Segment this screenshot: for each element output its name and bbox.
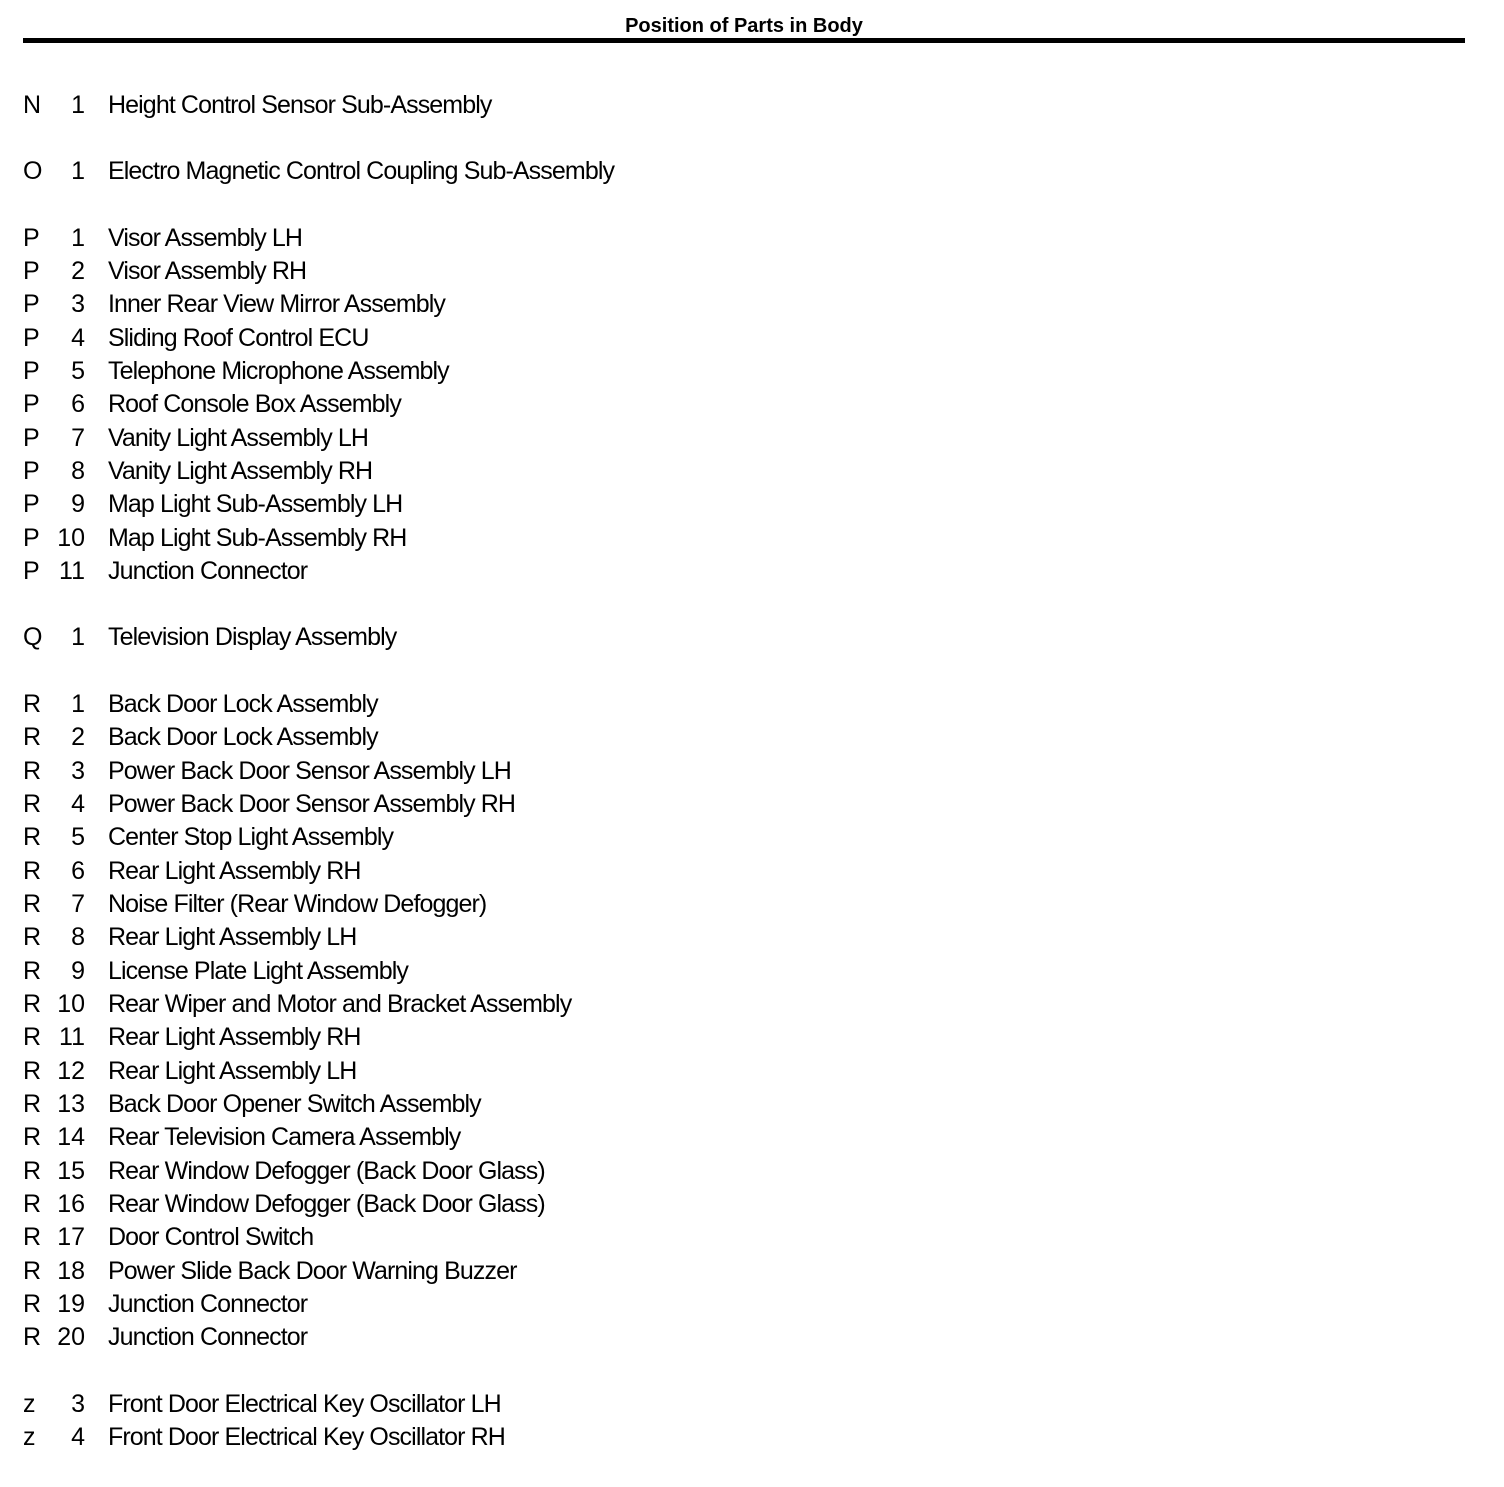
part-location-letter: R (23, 1123, 42, 1152)
part-number: 3 (71, 290, 85, 319)
part-number: 16 (57, 1189, 85, 1218)
part-location-letter: R (23, 923, 42, 952)
part-row (0, 1255, 1480, 1288)
part-name: Sliding Roof Control ECU (108, 323, 369, 352)
part-name: Junction Connector (108, 1323, 308, 1352)
part-location-letter: R (23, 789, 42, 818)
part-row (0, 1055, 1480, 1088)
part-location-letter: R (23, 989, 42, 1018)
part-number: 5 (71, 357, 85, 386)
part-row (0, 955, 1480, 988)
part-row (0, 455, 1480, 488)
part-row (0, 1155, 1480, 1188)
part-location-letter: R (23, 689, 42, 718)
part-number: 19 (57, 1290, 85, 1318)
part-number: 1 (71, 91, 85, 119)
part-row (0, 788, 1480, 821)
part-location-letter: P (23, 390, 40, 419)
part-location-letter: P (23, 557, 40, 586)
part-number: 1 (71, 623, 85, 652)
part-row (0, 322, 1480, 355)
part-location-letter: z (23, 1389, 36, 1418)
part-row (0, 355, 1480, 388)
part-name: Front Door Electrical Key Oscillator LH (108, 1389, 501, 1418)
part-location-letter: R (23, 956, 42, 985)
part-row (0, 688, 1480, 721)
part-name: Rear Light Assembly RH (108, 856, 361, 885)
parts-group (0, 89, 1480, 122)
part-row (0, 488, 1480, 521)
part-row (0, 1321, 1480, 1354)
part-number: 2 (71, 723, 85, 752)
part-name: Map Light Sub-Assembly LH (108, 490, 403, 519)
part-name: Map Light Sub-Assembly RH (108, 523, 407, 552)
part-location-letter: P (23, 490, 40, 519)
part-location-letter: P (23, 357, 40, 386)
part-name: Rear Wiper and Motor and Bracket Assembly (108, 989, 572, 1018)
part-row (0, 1421, 1480, 1454)
part-name: Telephone Microphone Assembly (108, 357, 449, 386)
part-location-letter: R (23, 1056, 42, 1085)
part-name: Junction Connector (108, 1290, 308, 1318)
part-row (0, 422, 1480, 455)
title-divider (23, 38, 1465, 43)
part-row (0, 1221, 1480, 1254)
part-location-letter: z (23, 1423, 36, 1452)
part-row (0, 555, 1480, 588)
part-location-letter: R (23, 823, 42, 852)
part-location-letter: R (23, 1290, 42, 1318)
part-location-letter: O (23, 157, 43, 186)
part-number: 4 (71, 789, 85, 818)
part-name: Noise Filter (Rear Window Defogger) (108, 889, 487, 918)
part-number: 13 (57, 1089, 85, 1118)
part-row (0, 921, 1480, 954)
part-row (0, 1088, 1480, 1121)
part-number: 15 (57, 1156, 85, 1185)
part-location-letter: R (23, 889, 42, 918)
part-number: 8 (71, 457, 85, 486)
part-number: 3 (71, 756, 85, 785)
part-name: License Plate Light Assembly (108, 956, 408, 985)
part-row (0, 155, 1480, 188)
part-number: 12 (57, 1056, 85, 1085)
part-location-letter: P (23, 290, 40, 319)
part-name: Visor Assembly LH (108, 223, 303, 252)
part-number: 9 (71, 490, 85, 519)
part-location-letter: R (23, 1323, 42, 1352)
part-number: 6 (71, 390, 85, 419)
part-row (0, 855, 1480, 888)
part-row (0, 1021, 1480, 1054)
part-location-letter: R (23, 1089, 42, 1118)
part-row (0, 522, 1480, 555)
part-number: 20 (57, 1323, 85, 1352)
part-location-letter: R (23, 856, 42, 885)
part-row (0, 288, 1480, 321)
part-row (0, 621, 1480, 654)
part-location-letter: P (23, 523, 40, 552)
part-name: Rear Light Assembly RH (108, 1023, 361, 1052)
part-row (0, 755, 1480, 788)
part-name: Power Back Door Sensor Assembly RH (108, 789, 516, 818)
part-location-letter: R (23, 723, 42, 752)
part-name: Television Display Assembly (108, 623, 397, 652)
part-name: Junction Connector (108, 557, 308, 586)
part-number: 10 (57, 523, 85, 552)
part-location-letter: P (23, 457, 40, 486)
part-number: 7 (71, 423, 85, 452)
part-row (0, 888, 1480, 921)
part-name: Inner Rear View Mirror Assembly (108, 290, 446, 319)
part-number: 5 (71, 823, 85, 852)
part-location-letter: P (23, 323, 40, 352)
part-name: Height Control Sensor Sub-Assembly (108, 91, 492, 119)
part-row (0, 1121, 1480, 1154)
part-number: 18 (57, 1256, 85, 1285)
part-name: Visor Assembly RH (108, 257, 307, 286)
part-name: Rear Window Defogger (Back Door Glass) (108, 1189, 545, 1218)
part-row (0, 388, 1480, 421)
part-location-letter: P (23, 257, 40, 286)
part-name: Electro Magnetic Control Coupling Sub-Assembly (108, 157, 615, 186)
part-number: 4 (71, 323, 85, 352)
part-name: Back Door Opener Switch Assembly (108, 1089, 481, 1118)
part-number: 8 (71, 923, 85, 952)
part-number: 1 (71, 157, 85, 186)
page-title: Position of Parts in Body (625, 15, 863, 37)
parts-group (0, 1388, 1480, 1455)
part-number: 2 (71, 257, 85, 286)
part-name: Power Back Door Sensor Assembly LH (108, 756, 511, 785)
part-name: Rear Light Assembly LH (108, 1056, 357, 1085)
part-row (0, 721, 1480, 754)
part-location-letter: R (23, 1189, 42, 1218)
parts-group (0, 688, 1480, 1355)
part-location-letter: P (23, 423, 40, 452)
part-row (0, 988, 1480, 1021)
part-name: Power Slide Back Door Warning Buzzer (108, 1256, 517, 1285)
part-location-letter: R (23, 756, 42, 785)
part-name: Rear Light Assembly LH (108, 923, 357, 952)
part-number: 1 (71, 223, 85, 252)
parts-group (0, 222, 1480, 589)
part-row (0, 1188, 1480, 1221)
part-name: Door Control Switch (108, 1223, 314, 1252)
part-name: Rear Window Defogger (Back Door Glass) (108, 1156, 545, 1185)
part-location-letter: N (23, 91, 42, 119)
part-location-letter: R (23, 1023, 42, 1052)
part-number: 3 (71, 1389, 85, 1418)
part-row (0, 1288, 1480, 1321)
part-row (0, 89, 1480, 122)
part-number: 17 (57, 1223, 85, 1252)
part-location-letter: R (23, 1156, 42, 1185)
part-row (0, 255, 1480, 288)
part-location-letter: Q (23, 623, 43, 652)
part-name: Back Door Lock Assembly (108, 723, 378, 752)
part-name: Vanity Light Assembly LH (108, 423, 369, 452)
part-location-letter: R (23, 1223, 42, 1252)
parts-group (0, 155, 1480, 188)
part-number: 11 (59, 557, 85, 586)
part-number: 1 (71, 689, 85, 718)
part-name: Center Stop Light Assembly (108, 823, 394, 852)
part-name: Back Door Lock Assembly (108, 689, 378, 718)
part-number: 4 (71, 1423, 85, 1452)
part-row (0, 1388, 1480, 1421)
part-row (0, 821, 1480, 854)
parts-list (0, 89, 1480, 1487)
part-number: 7 (71, 889, 85, 918)
part-name: Front Door Electrical Key Oscillator RH (108, 1423, 505, 1452)
part-number: 11 (59, 1023, 85, 1052)
part-location-letter: P (23, 223, 40, 252)
part-number: 10 (57, 989, 85, 1018)
part-location-letter: R (23, 1256, 42, 1285)
parts-group (0, 621, 1480, 654)
part-name: Vanity Light Assembly RH (108, 457, 373, 486)
part-number: 14 (57, 1123, 85, 1152)
part-name: Rear Television Camera Assembly (108, 1123, 461, 1152)
part-number: 9 (71, 956, 85, 985)
part-name: Roof Console Box Assembly (108, 390, 401, 419)
part-row (0, 222, 1480, 255)
part-number: 6 (71, 856, 85, 885)
